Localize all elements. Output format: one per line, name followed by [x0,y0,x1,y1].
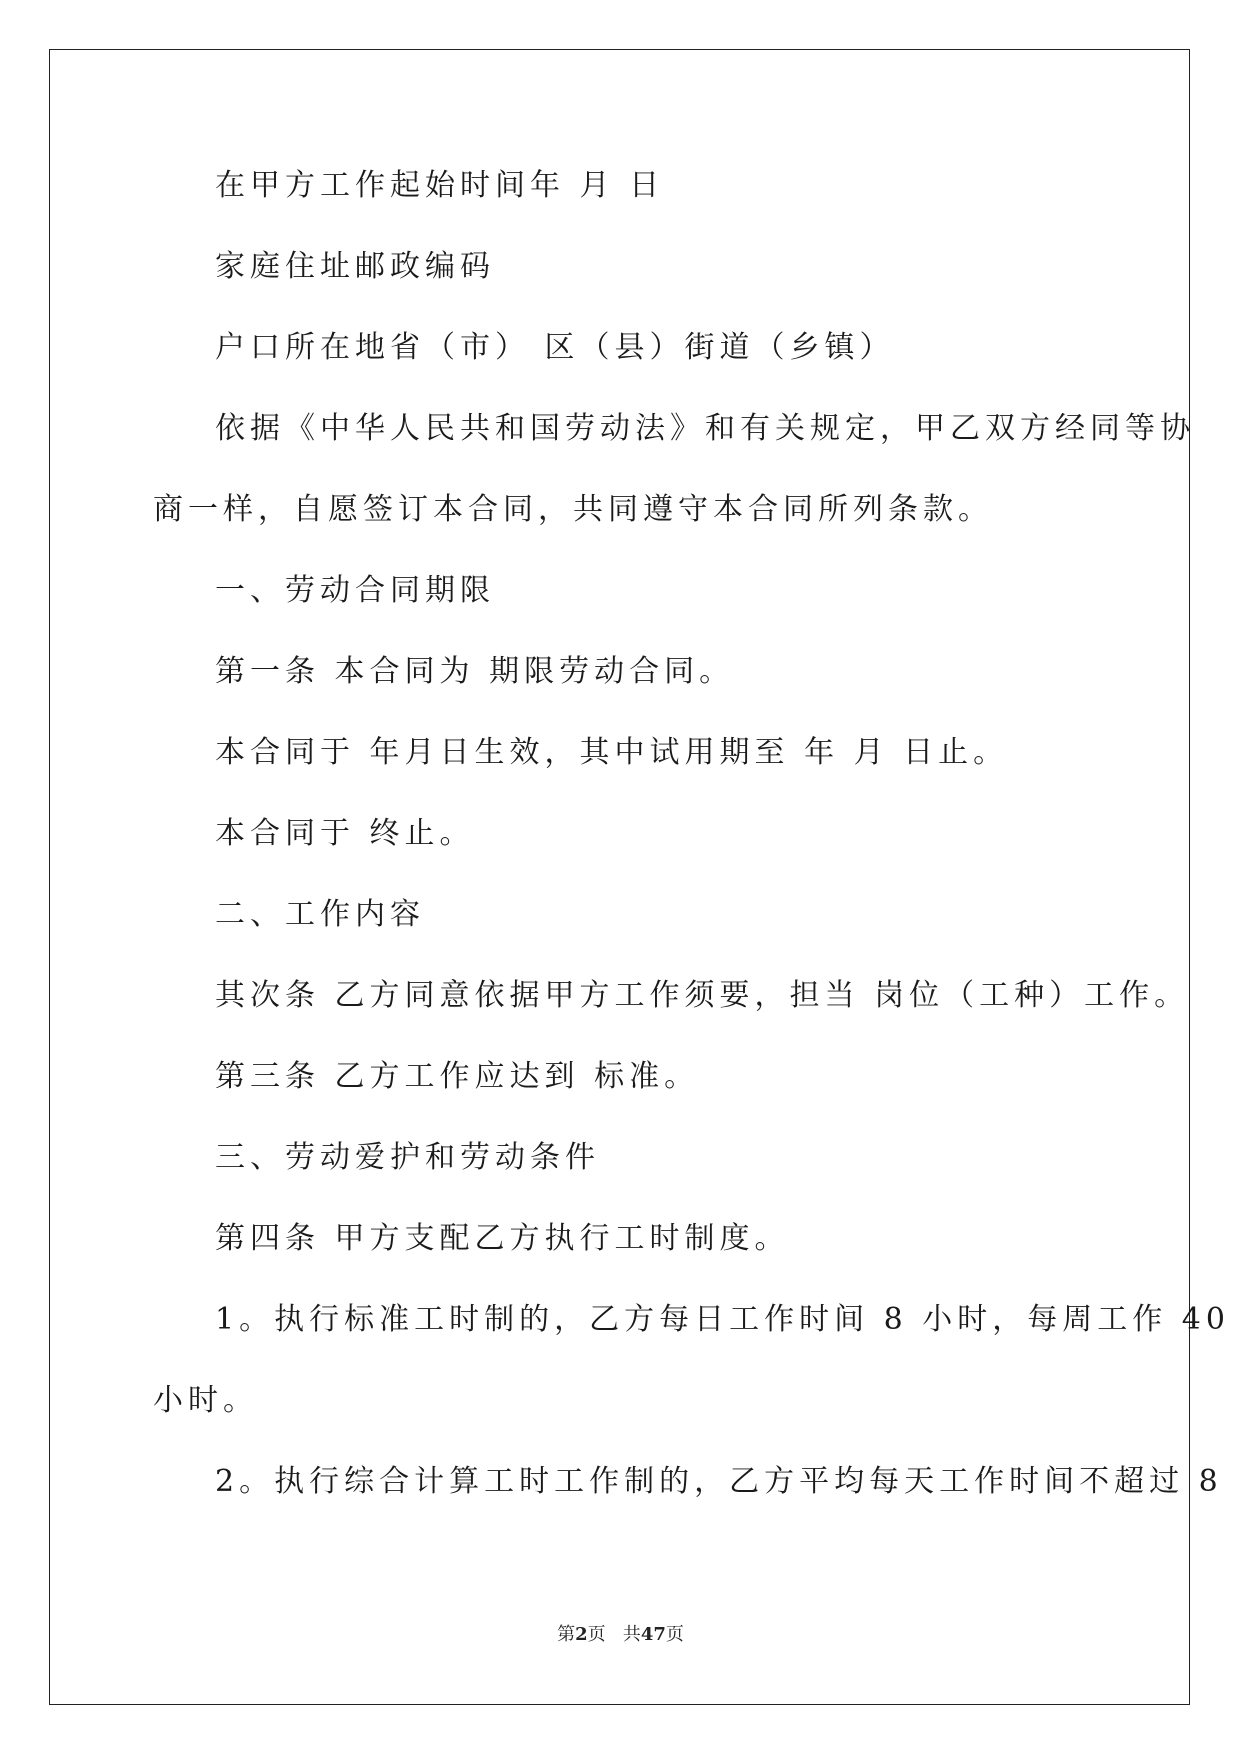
text-line: 户口所在地省（市） 区（县）街道（乡镇） [215,330,895,365]
current-page-number: 2 [575,1624,588,1645]
section-heading: 三、劳动爱护和劳动条件 [215,1140,600,1175]
text-line: 第三条 乙方工作应达到 标准。 [215,1059,700,1094]
text-line: 在甲方工作起始时间年 月 日 [215,168,665,203]
footer-total-suffix: 页 [665,1624,684,1645]
text-line: 家庭住址邮政编码 [215,249,495,284]
section-heading: 二、工作内容 [215,897,425,932]
page-border [49,49,1190,1705]
text-line: 商一样，自愿签订本合同，共同遵守本合同所列条款。 [153,492,993,527]
text-line: 2。执行综合计算工时工作制的，乙方平均每天工作时间不超过 8 [215,1464,1223,1499]
page-footer [0,1620,1241,1646]
text-line: 其次条 乙方同意依据甲方工作须要，担当 岗位（工种）工作。 [215,978,1190,1013]
total-pages-number: 47 [640,1624,666,1645]
footer-total-prefix: 共 [622,1624,641,1645]
text-line: 小时。 [153,1383,258,1418]
text-line: 1。执行标准工时制的，乙方每日工作时间 8 小时，每周工作 40 [215,1302,1230,1337]
footer-prefix: 第 [557,1624,576,1645]
text-line: 第四条 甲方支配乙方执行工时制度。 [215,1221,790,1256]
footer-page-word: 页 [587,1624,606,1645]
text-line: 本合同于 年月日生效，其中试用期至 年 月 日止。 [215,735,1009,770]
section-heading: 一、劳动合同期限 [215,573,495,608]
text-line: 本合同于 终止。 [215,816,475,851]
text-line: 第一条 本合同为 期限劳动合同。 [215,654,735,689]
text-line: 依据《中华人民共和国劳动法》和有关规定，甲乙双方经同等协 [215,411,1195,446]
